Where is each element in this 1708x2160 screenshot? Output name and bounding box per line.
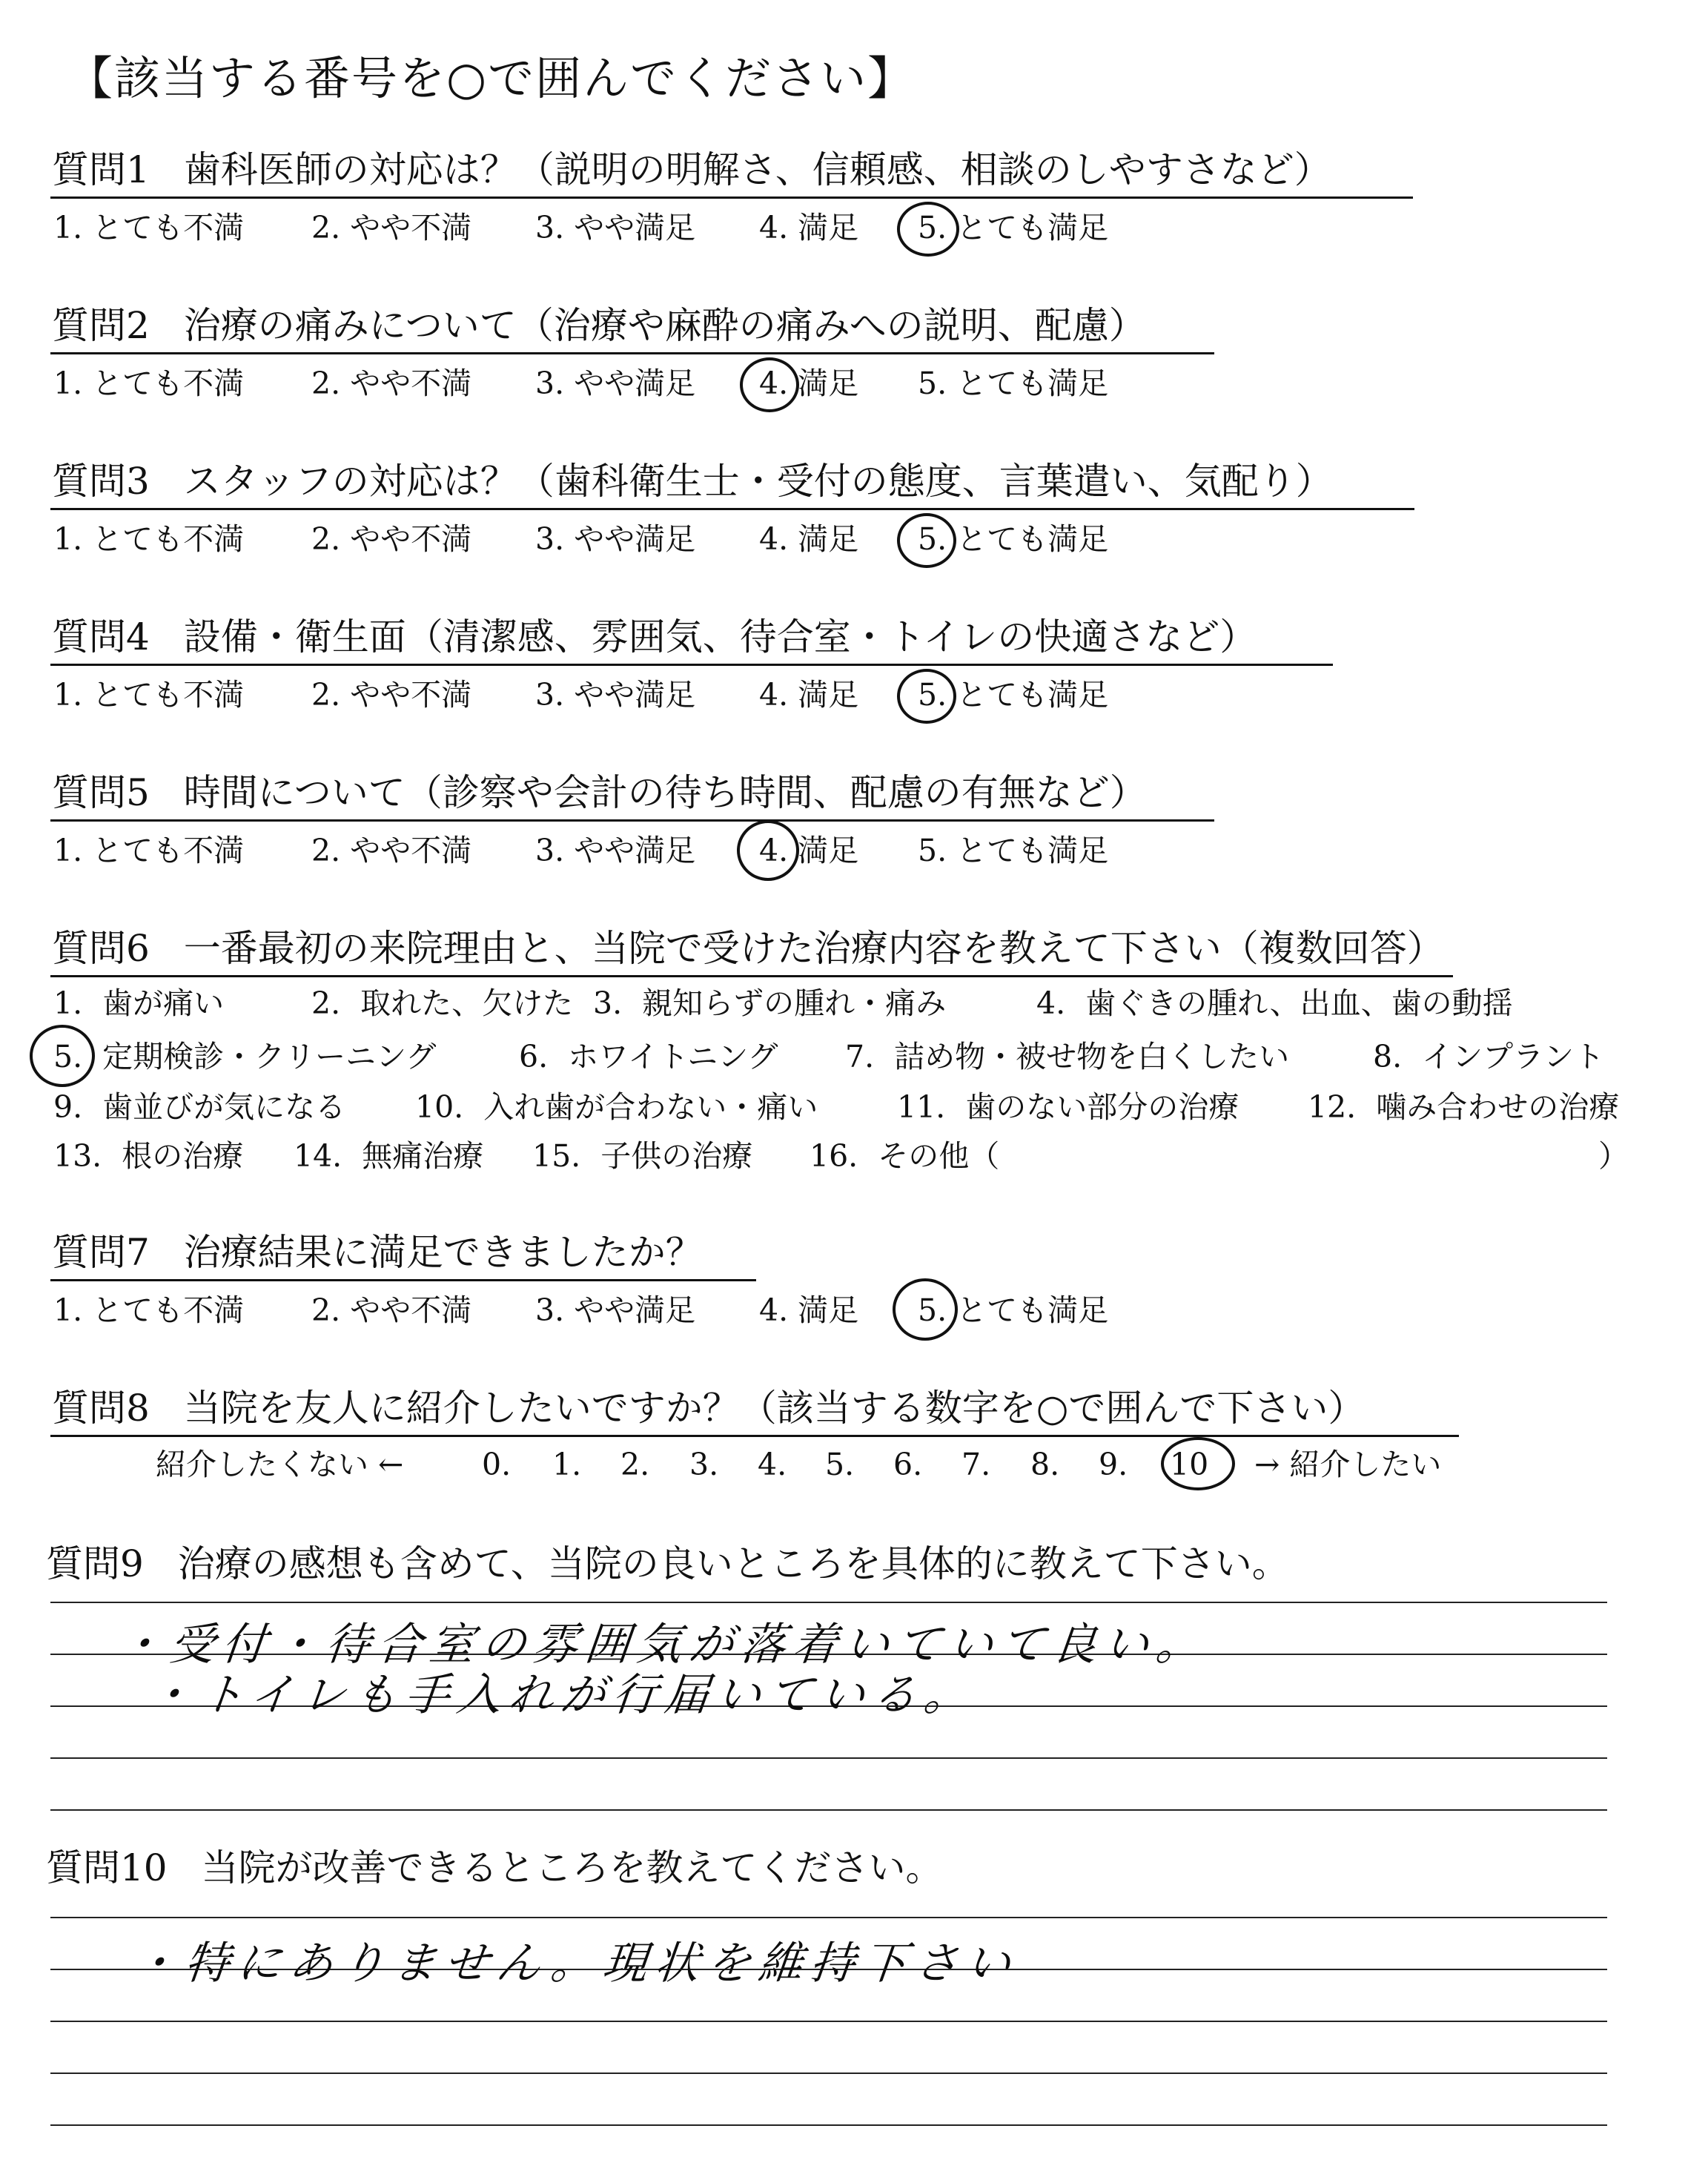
q8-left-label: 紹介したくない ← (156, 1447, 404, 1482)
q6-option-10[interactable]: 10. 入れ歯が合わない・痛い (415, 1089, 818, 1125)
q7-option-4[interactable]: 4. 満足 (759, 1292, 859, 1328)
q3-option-1[interactable]: 1. とても不満 (53, 521, 245, 557)
question-1-text: 歯科医師の対応は？（説明の明解さ、信頼感、相談のしやすさなど） (183, 148, 1331, 191)
q10-answer-line-5 (50, 2124, 1607, 2126)
instruction-heading: 【該当する番号を○で囲んでください】 (67, 51, 916, 105)
question-6-label: 質問6 (52, 927, 150, 970)
question-1 (52, 148, 1331, 191)
question-7-label: 質問7 (52, 1231, 150, 1274)
question-8-text: 当院を友人に紹介したいですか？（該当する数字を○で囲んで下さい） (183, 1387, 1366, 1430)
q8-number-7[interactable]: 7. (961, 1447, 991, 1482)
question-8-underline (50, 1435, 1459, 1437)
question-4-label: 質問4 (52, 615, 150, 658)
question-5-label: 質問5 (52, 771, 150, 814)
question-7-text: 治療結果に満足できましたか？ (183, 1231, 703, 1274)
question-9 (46, 1542, 1289, 1585)
q10-answer-line-4 (50, 2073, 1607, 2074)
question-10-label: 質問10 (46, 1846, 168, 1889)
question-5-text: 時間について（診察や会計の待ち時間、配慮の有無など） (183, 771, 1147, 814)
q3-option-2[interactable]: 2. やや不満 (311, 521, 472, 557)
question-1-underline (50, 196, 1413, 199)
q1-option-2[interactable]: 2. やや不満 (311, 210, 472, 245)
question-8-label: 質問8 (52, 1387, 150, 1430)
q6-option-9[interactable]: 9. 歯並びが気になる (53, 1089, 346, 1125)
question-5 (52, 771, 1147, 814)
q7-option-1[interactable]: 1. とても不満 (53, 1292, 245, 1328)
q3-option-3[interactable]: 3. やや満足 (535, 521, 696, 557)
q9-answer-line-4 (50, 1757, 1607, 1759)
q6-option-4[interactable]: 4. 歯ぐきの腫れ、出血、歯の動揺 (1036, 985, 1513, 1021)
question-2-text: 治療の痛みについて（治療や麻酔の痛みへの説明、配慮） (183, 304, 1146, 347)
q8-number-4[interactable]: 4. (758, 1447, 787, 1482)
q4-option-1[interactable]: 1. とても不満 (53, 677, 245, 713)
q2-option-5[interactable]: 5. とても満足 (918, 366, 1109, 401)
q7-selection-circle (893, 1278, 958, 1341)
q8-number-2[interactable]: 2. (620, 1447, 650, 1482)
q8-number-9[interactable]: 9. (1099, 1447, 1128, 1482)
q9-answer-line-5 (50, 1809, 1607, 1811)
q6-option-15[interactable]: 15. 子供の治療 (532, 1138, 753, 1174)
q3-selection-circle (897, 513, 956, 568)
q2-option-3[interactable]: 3. やや満足 (535, 366, 696, 401)
q8-selection-circle (1161, 1437, 1235, 1490)
question-2-label: 質問2 (52, 304, 150, 347)
q4-option-5[interactable]: 5. とても満足 (918, 677, 1109, 713)
question-10 (46, 1846, 943, 1889)
q8-number-8[interactable]: 8. (1030, 1447, 1060, 1482)
question-4 (52, 615, 1257, 658)
q6-selection-circle (30, 1025, 95, 1087)
q6-option-2[interactable]: 2. 取れた、欠けた (311, 985, 574, 1021)
q9-handwritten-answer-2: ・トイレも手入れが行届いている。 (145, 1669, 979, 1721)
q8-number-1[interactable]: 1. (552, 1447, 582, 1482)
q1-option-1[interactable]: 1. とても不満 (53, 210, 245, 245)
q2-option-1[interactable]: 1. とても不満 (53, 366, 245, 401)
q5-option-2[interactable]: 2. やや不満 (311, 833, 472, 868)
question-4-underline (50, 664, 1333, 666)
q8-right-label: → 紹介したい (1254, 1447, 1442, 1482)
q2-option-2[interactable]: 2. やや不満 (311, 366, 472, 401)
q6-option-14[interactable]: 14. 無痛治療 (294, 1138, 484, 1174)
question-3-underline (50, 508, 1414, 510)
q9-handwritten-answer-1: ・受付・待合室の雰囲気が落着いていて良い。 (115, 1619, 1211, 1671)
q4-option-3[interactable]: 3. やや満足 (535, 677, 696, 713)
q10-answer-line-1 (50, 1917, 1607, 1918)
q10-handwritten-answer-1: ・特にありません。現状を維持下さい (130, 1938, 1021, 1989)
question-9-text: 治療の感想も含めて、当院の良いところを具体的に教えて下さい。 (177, 1542, 1289, 1585)
q4-option-2[interactable]: 2. やや不満 (311, 677, 472, 713)
q8-number-6[interactable]: 6. (893, 1447, 923, 1482)
q2-option-4[interactable]: 4. 満足 (759, 366, 859, 401)
q7-option-2[interactable]: 2. やや不満 (311, 1292, 472, 1328)
q1-option-5[interactable]: 5. とても満足 (918, 210, 1109, 245)
q1-option-3[interactable]: 3. やや満足 (535, 210, 696, 245)
q10-answer-line-3 (50, 2021, 1607, 2022)
q6-option-3[interactable]: 3. 親知らずの腫れ・痛み (593, 985, 947, 1021)
q9-answer-line-1 (50, 1602, 1607, 1603)
q5-option-5[interactable]: 5. とても満足 (918, 833, 1109, 868)
q6-option-6[interactable]: 6. ホワイトニング (519, 1039, 778, 1074)
q8-number-5[interactable]: 5. (825, 1447, 855, 1482)
q6-option-5[interactable]: 5. 定期検診・クリーニング (53, 1039, 437, 1074)
q5-option-1[interactable]: 1. とても不満 (53, 833, 245, 868)
q1-option-4[interactable]: 4. 満足 (759, 210, 859, 245)
q6-option-8[interactable]: 8. インプラント (1373, 1039, 1605, 1074)
question-1-label: 質問1 (52, 148, 150, 191)
question-2 (52, 304, 1146, 347)
q6-option-13[interactable]: 13. 根の治療 (53, 1138, 244, 1174)
question-7-underline (50, 1279, 756, 1281)
q2-selection-circle (740, 357, 799, 412)
question-6-underline (50, 975, 1453, 977)
question-6-text: 一番最初の来院理由と、当院で受けた治療内容を教えて下さい（複数回答） (183, 927, 1444, 970)
q3-option-4[interactable]: 4. 満足 (759, 521, 859, 557)
question-5-underline (50, 819, 1214, 822)
q4-option-4[interactable]: 4. 満足 (759, 677, 859, 713)
question-2-underline (50, 352, 1214, 354)
q8-number-0[interactable]: 0. (482, 1447, 512, 1482)
q4-selection-circle (897, 669, 956, 724)
q6-option-12[interactable]: 12. 噛み合わせの治療 (1308, 1089, 1620, 1125)
q1-selection-circle (897, 202, 959, 257)
question-7 (52, 1231, 703, 1274)
q5-option-3[interactable]: 3. やや満足 (535, 833, 696, 868)
q7-option-3[interactable]: 3. やや満足 (535, 1292, 696, 1328)
q6-option-16[interactable]: 16. その他（ (810, 1138, 1000, 1174)
q6-option-16-close-paren: ） (1598, 1138, 1629, 1174)
q8-number-3[interactable]: 3. (689, 1447, 719, 1482)
question-10-text: 当院が改善できるところを教えてください。 (201, 1846, 943, 1889)
q6-option-1[interactable]: 1. 歯が痛い (53, 985, 225, 1021)
q7-option-5[interactable]: 5. とても満足 (918, 1292, 1109, 1328)
question-3-text: スタッフの対応は？（歯科衛生士・受付の態度、言葉遣い、気配り） (183, 460, 1333, 503)
question-3-label: 質問3 (52, 460, 150, 503)
q5-selection-circle (737, 820, 799, 881)
question-8 (52, 1387, 1365, 1430)
question-9-label: 質問9 (46, 1542, 144, 1585)
q6-option-11[interactable]: 11. 歯のない部分の治療 (897, 1089, 1239, 1125)
q8-number-10[interactable]: 10 (1170, 1447, 1209, 1482)
q5-option-4[interactable]: 4. 満足 (759, 833, 859, 868)
q3-option-5[interactable]: 5. とても満足 (918, 521, 1109, 557)
question-3 (52, 460, 1333, 503)
q6-option-7[interactable]: 7. 詰め物・被せ物を白くしたい (845, 1039, 1290, 1074)
question-4-text: 設備・衛生面（清潔感、雰囲気、待合室・トイレの快適さなど） (183, 615, 1257, 658)
question-6 (52, 927, 1444, 970)
